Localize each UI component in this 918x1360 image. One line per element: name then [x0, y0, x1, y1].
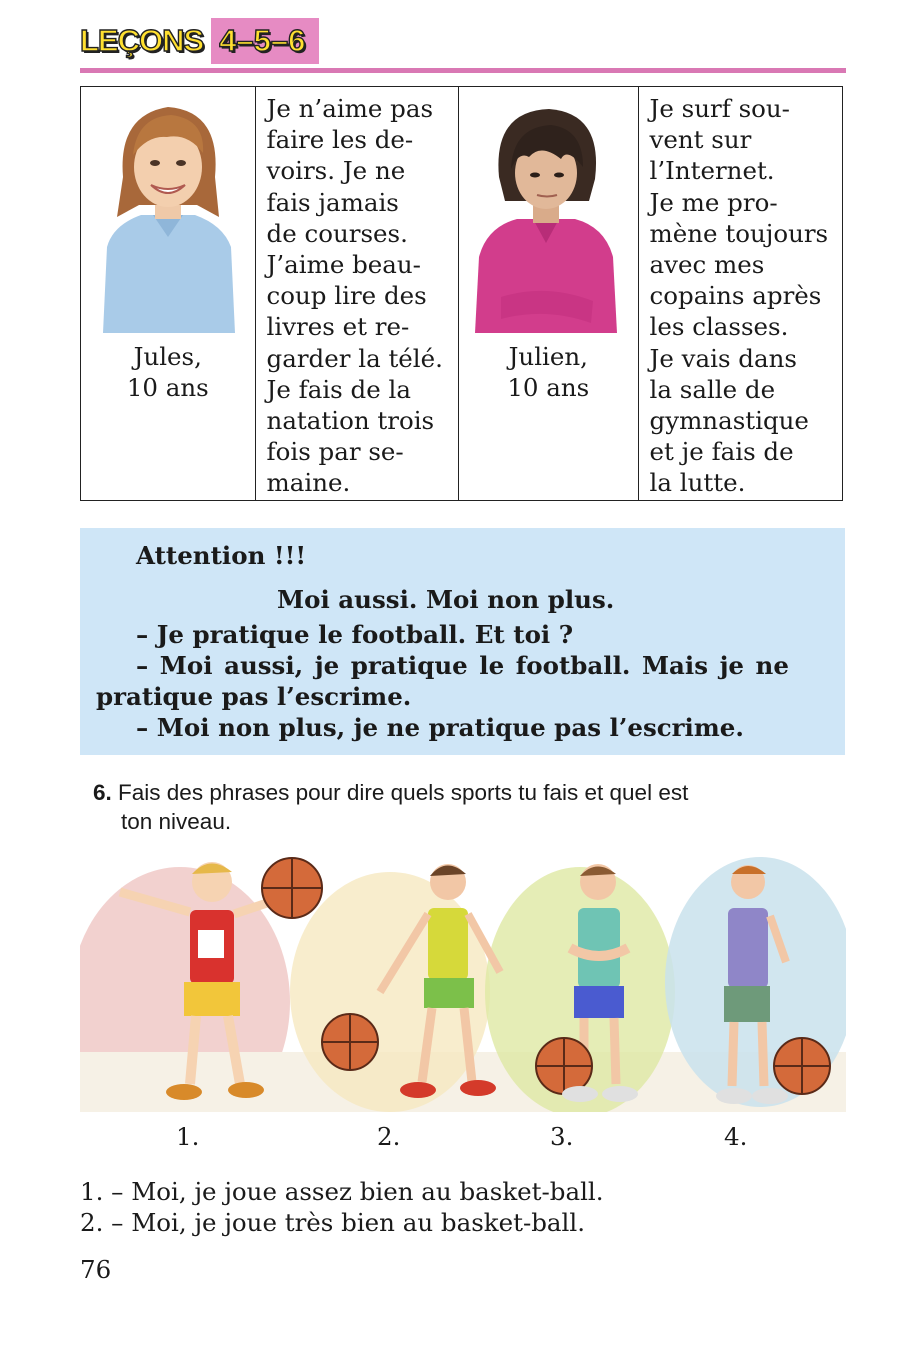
julien-photo-cell — [459, 87, 639, 500]
exercise-instruction-cont: ton niveau. — [121, 809, 232, 834]
dialog-line: – Moi non plus, je ne pratique pas l’escrime. — [136, 713, 744, 742]
text-line: de courses. — [266, 218, 408, 248]
text-line: avec mes — [649, 250, 765, 280]
profiles-table — [80, 86, 843, 501]
text-line: gymnastique — [649, 406, 809, 436]
julien-photo — [471, 97, 621, 333]
jules-text-cell — [256, 87, 459, 500]
attention-title: Attention !!! — [136, 541, 307, 570]
text-line: vent sur — [649, 125, 752, 155]
caption-3: 3. — [550, 1122, 574, 1151]
text-line: garder la télé. — [266, 343, 443, 373]
dialog-line: pratique pas l’escrime. — [96, 682, 412, 711]
julien-text-cell — [639, 87, 842, 500]
lesson-numbers: 4–5–6 — [211, 18, 319, 64]
attention-subtitle: Moi aussi. Moi non plus. — [277, 585, 615, 614]
text-line: la lutte. — [649, 468, 746, 498]
dialog-line: – Je pratique le football. Et toi ? — [136, 620, 574, 649]
julien-caption — [459, 341, 638, 403]
text-line: Je surf sou- — [649, 94, 790, 123]
exercise-number: 6. — [93, 780, 112, 805]
text-line: voirs. Je ne — [266, 156, 406, 186]
text-line: la salle de — [649, 374, 776, 404]
julien-name: Julien, — [508, 342, 588, 371]
text-line: fois par se- — [266, 437, 404, 467]
exercise-instruction: Fais des phrases pour dire quels sports tu fais et quel est — [118, 780, 689, 805]
exercise-6 — [93, 778, 845, 836]
text-line: Je me pro- — [649, 187, 778, 217]
page-number: 76 — [80, 1255, 112, 1284]
text-line: Je n’aime pas — [266, 94, 434, 123]
text-line: J’aime beau- — [266, 250, 421, 280]
jules-name: Jules, — [133, 342, 202, 371]
text-line: fais jamais — [266, 187, 399, 217]
text-line: faire les de- — [266, 125, 414, 155]
header-rule — [80, 68, 846, 73]
answer-line: 2. – Moi, je joue très bien au basket-ball. — [80, 1208, 586, 1237]
text-line: et je fais de — [649, 437, 794, 467]
jules-photo — [93, 97, 243, 333]
text-line: natation trois — [266, 406, 435, 436]
julien-description — [639, 87, 842, 499]
text-line: l’Internet. — [649, 156, 775, 186]
text-line: copains après — [649, 281, 822, 311]
basketball-illustration — [80, 852, 846, 1112]
caption-4: 4. — [724, 1122, 748, 1151]
text-line: coup lire des — [266, 281, 427, 311]
text-line: mène toujours — [649, 218, 829, 248]
attention-box — [80, 528, 845, 755]
text-line: livres et re- — [266, 312, 410, 342]
jules-photo-cell — [81, 87, 256, 500]
jules-age: 10 ans — [126, 373, 209, 403]
julien-age: 10 ans — [507, 373, 590, 403]
caption-1: 1. — [176, 1122, 200, 1151]
text-line: maine. — [266, 468, 351, 498]
jules-caption — [81, 341, 255, 403]
answer-line: 1. – Moi, je joue assez bien au basket-ball. — [80, 1177, 604, 1206]
jules-description — [256, 87, 458, 499]
text-line: Je vais dans — [649, 343, 797, 373]
text-line: les classes. — [649, 312, 789, 342]
lesson-label: LEÇONS — [80, 23, 204, 58]
dialog-line: – Moi aussi, je pratique le football. Mais je ne — [136, 651, 789, 680]
text-line: Je fais de la — [266, 374, 411, 404]
lesson-header — [80, 18, 319, 64]
example-answers — [80, 1176, 604, 1238]
caption-2: 2. — [377, 1122, 401, 1151]
